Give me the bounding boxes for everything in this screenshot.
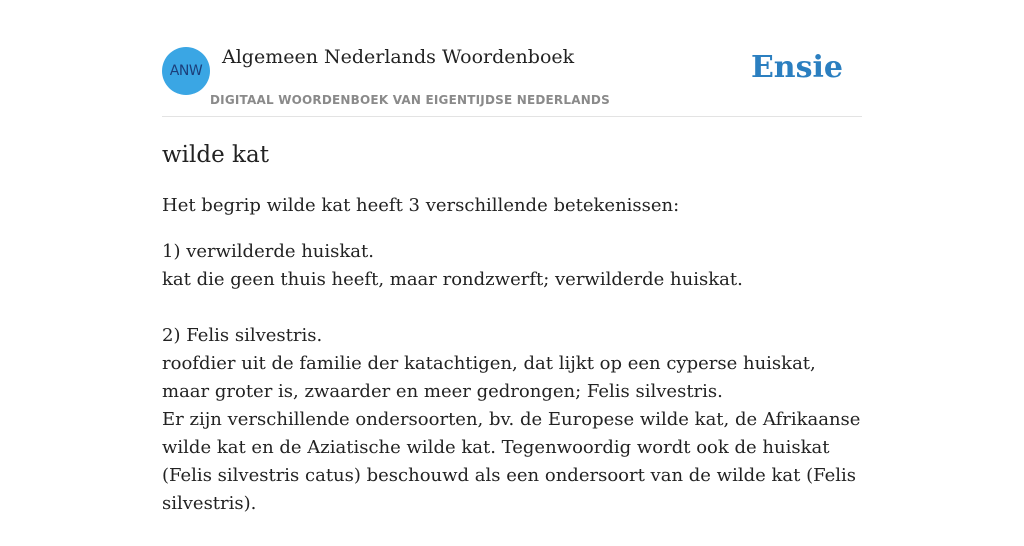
anw-logo[interactable] [162,47,210,95]
logo-text: ANW [169,63,203,79]
entry-intro: Het begrip wilde kat heeft 3 verschillende betekenissen: [162,195,680,216]
meaning-heading: 2) Felis silvestris. [162,325,323,346]
entry-content [162,138,862,546]
meaning-definition: kat die geen thuis heeft, maar rondzwerft; verwilderde huiskat. [162,269,743,290]
meaning-definition: roofdier uit de familie der katachtigen, dat lijkt op een cyperse huiskat, maar groter is, zwaarder en meer gedrongen; Felis silvestris. [162,353,816,402]
meaning-note: Er zijn verschillende ondersoorten, bv. de Europese wilde kat, de Afrikaanse wilde kat en de Aziatische wilde kat. Tegenwoordig wordt ook de huiskat (Felis silvestris catus) beschouwd als een ondersoort van de wilde kat (Felis silvestris). [162,409,861,514]
meaning-heading: 1) verwilderde huiskat. [162,241,374,262]
entry-term: wilde kat [162,142,269,168]
site-title[interactable]: Algemeen Nederlands Woordenboek [222,46,575,68]
site-header [162,0,862,117]
meaning-1 [162,238,862,294]
meaning-2 [162,322,862,518]
ensie-brand-link[interactable]: Ensie [750,50,843,85]
site-subtitle: DIGITAAL WOORDENBOEK VAN EIGENTIJDSE NEDERLANDS [210,93,610,107]
